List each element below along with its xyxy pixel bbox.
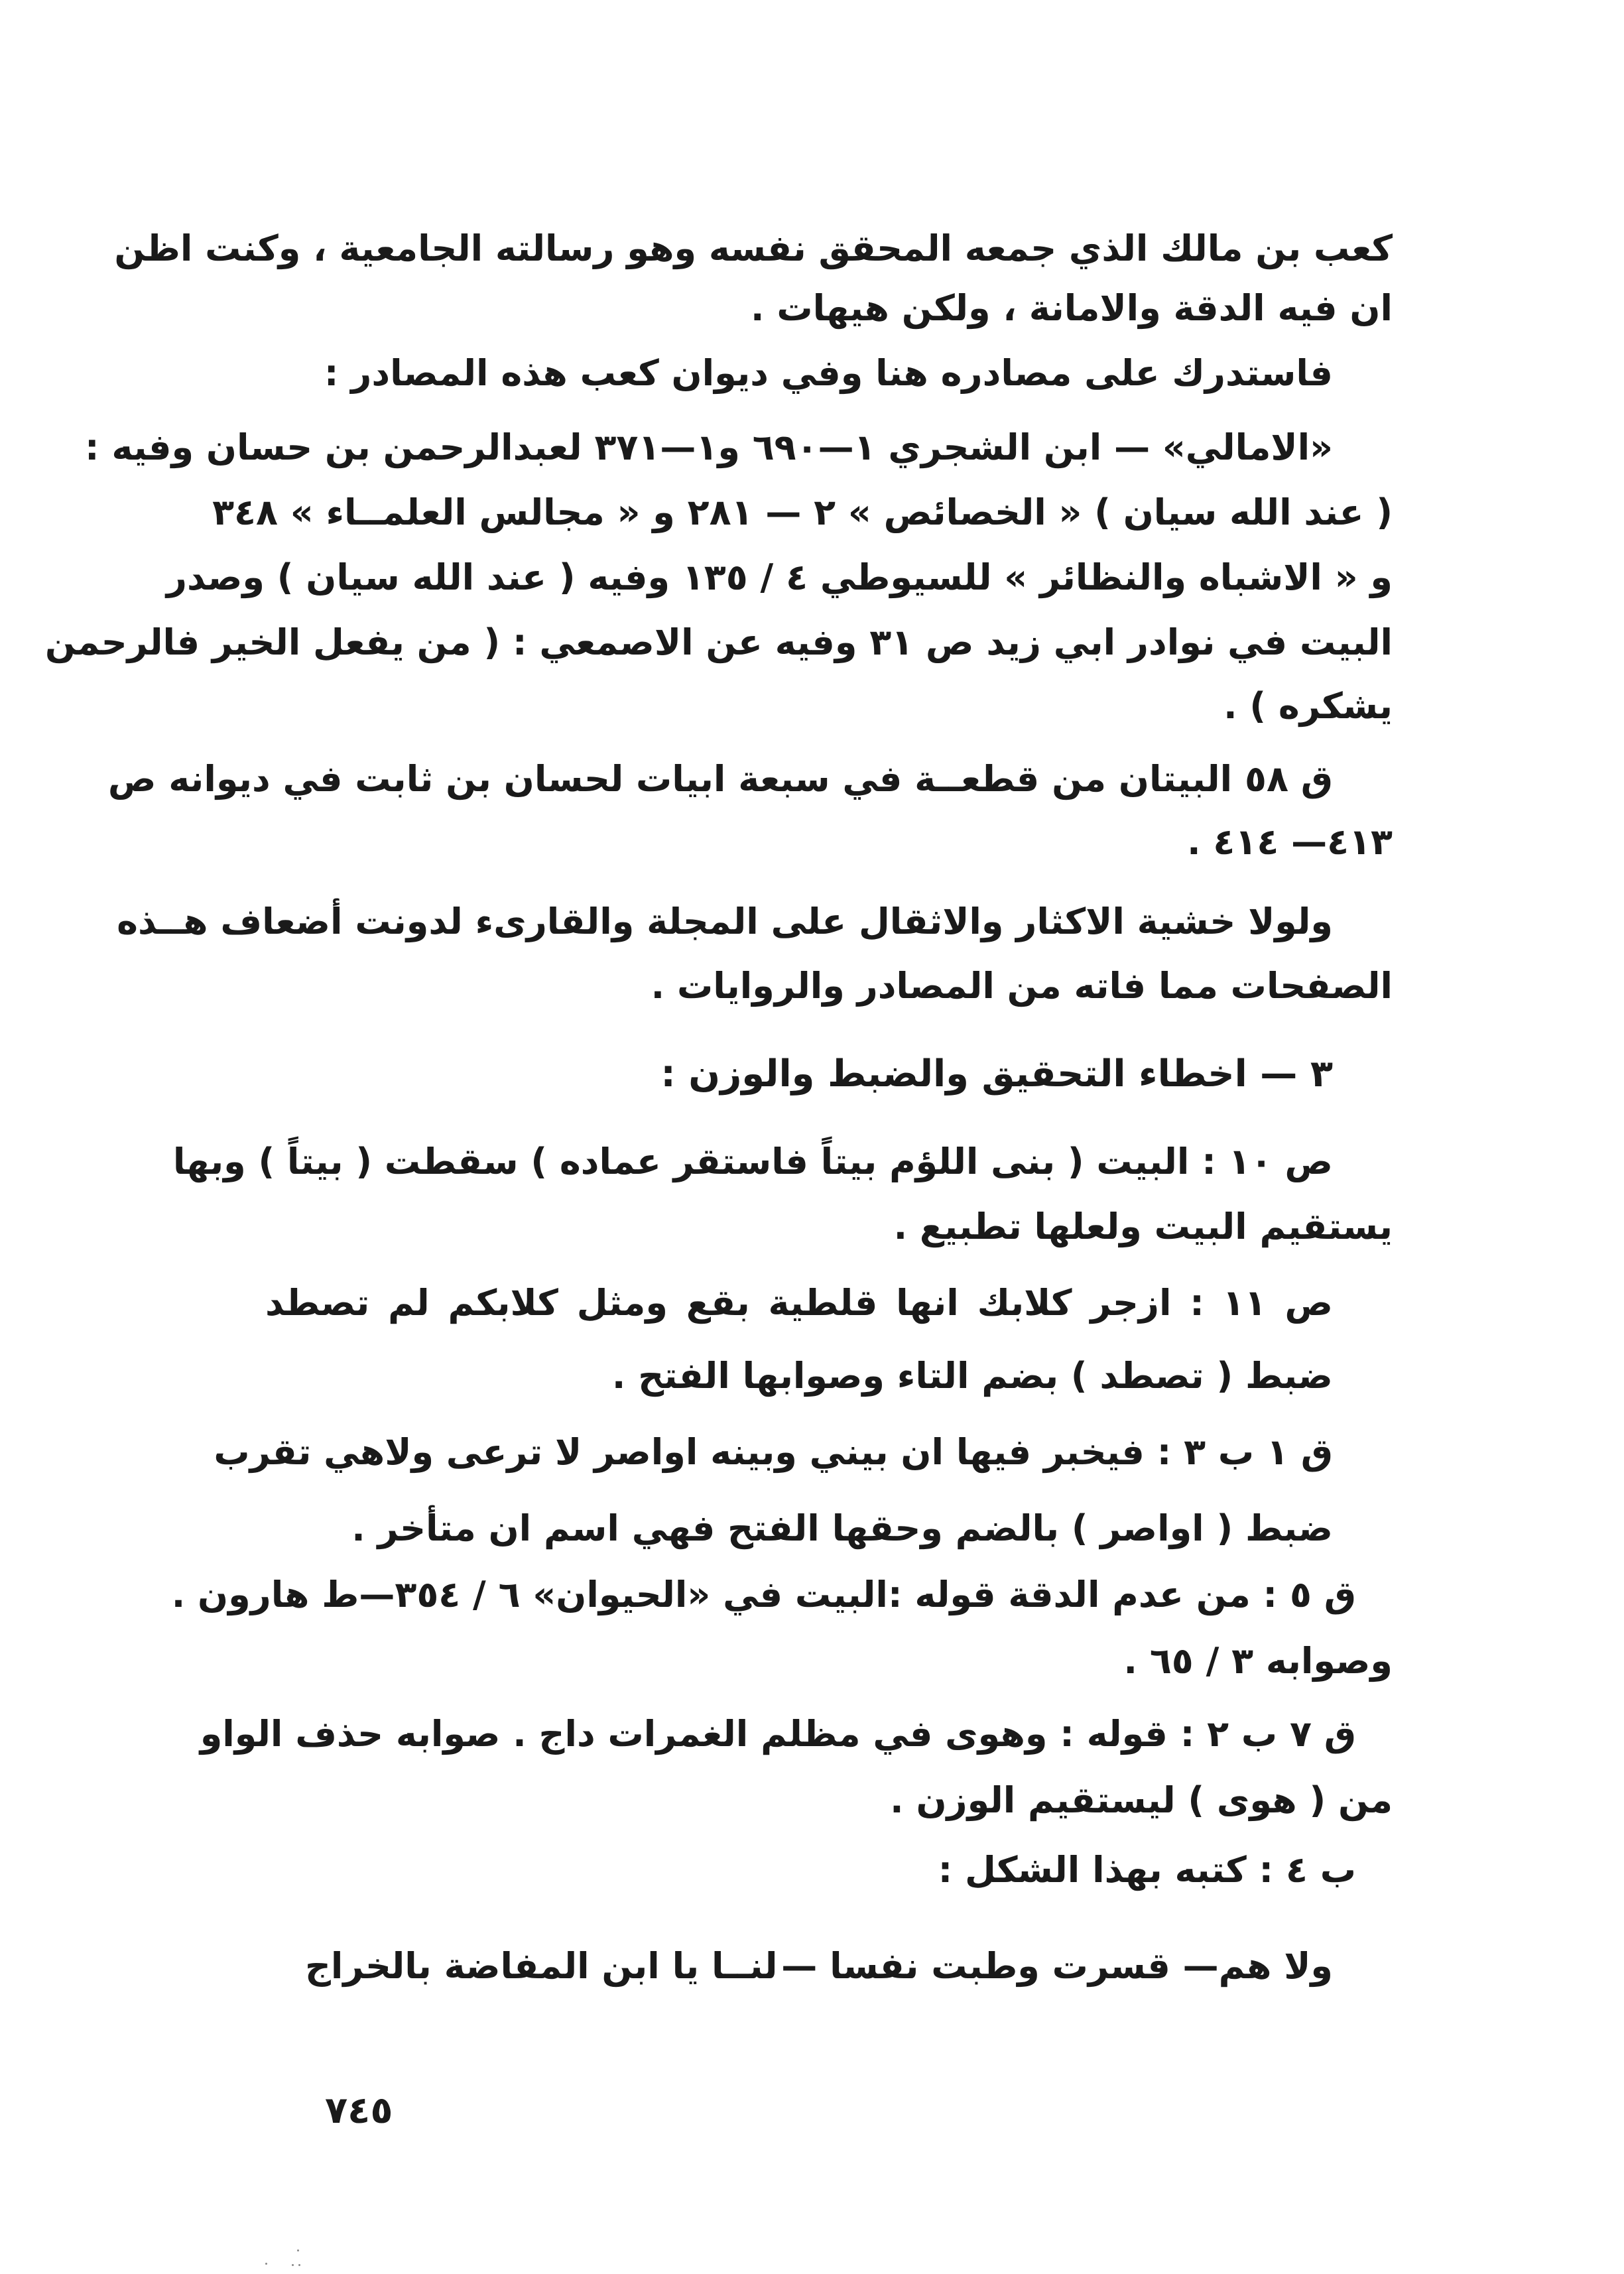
text-line-p5-1: ولولا خشية الاكثار والاثقال على المجلة والقارىء لدونت أضعاف هــذه [117, 901, 1333, 942]
text-line-p10-1: ق ٧ ب ٢ : قوله : وهوى في مظلم الغمرات داج . صوابه حذف الواو [200, 1713, 1356, 1755]
text-line-p5-2: الصفحات مما فاته من المصادر والروايات . [651, 965, 1393, 1007]
verse-second-hemistich: لنــا يا ابن المفاضة بالخراج [305, 1945, 778, 1987]
text-line-p1-2: ان فيه الدقة والامانة ، ولكن هيهات . [751, 287, 1393, 329]
text-line-p9-2: وصوابه ٣ / ٦٥ . [1123, 1640, 1393, 1682]
text-line-p3-1: «الامالي» — ابن الشجري ١—٦٩٠ و١—٣٧١ لعبدالرحمن بن حسان وفيه : [84, 426, 1333, 468]
page-number: ٧٤٥ [325, 2089, 393, 2132]
text-line-p9-1: ق ٥ : من عدم الدقة قوله :البيت في «الحيوان» ٦ / ٣٥٤—ط هارون . [171, 1574, 1356, 1615]
text-line-p1-1: كعب بن مالك الذي جمعه المحقق نفسه وهو رسالته الجامعية ، وكنت اظن [114, 227, 1393, 269]
verse-first-hemistich: ولا هم— قسرت وطبت نفسا — [781, 1945, 1333, 1987]
text-line-p3-5: يشكره ) . [1223, 685, 1393, 727]
text-line-p4-2: ٤١٣— ٤١٤ . [1187, 821, 1393, 863]
text-line-p6-2: يستقيم البيت ولعلها تطبيع . [893, 1206, 1393, 1247]
text-line-p7-2: ضبط ( تصطد ) بضم التاء وصوابها الفتح . [611, 1355, 1333, 1397]
text-line-p8-2: ضبط ( اواصر ) بالضم وحقها الفتح فهي اسم ان متأخر . [351, 1507, 1333, 1549]
text-line-p3-2: ( عند الله سيان ) « الخصائص » ٢ — ٢٨١ و « مجالس العلمــاء » ٣٤٨ [212, 491, 1393, 533]
text-line-p11-1: ب ٤ : كتبه بهذا الشكل : [938, 1849, 1356, 1891]
poetry-verse [265, 1936, 1393, 1996]
scan-specks-decoration [252, 2248, 305, 2268]
section-heading: ٣ — اخطاء التحقيق والضبط والوزن : [660, 1052, 1333, 1096]
text-line-p6-1: ص ١٠ : البيت ( بنى اللؤم بيتاً فاستقر عماده ) سقطت ( بيتاً ) وبها [172, 1141, 1333, 1182]
text-line-p3-4: البيت في نوادر ابي زيد ص ٣١ وفيه عن الاصمعي : ( من يفعل الخير فالرحمن [44, 621, 1393, 663]
text-line-p3-3: و « الاشباه والنظائر » للسيوطي ٤ / ١٣٥ وفيه ( عند الله سيان ) وصدر [166, 556, 1393, 598]
text-line-p4-1: ق ٥٨ البيتان من قطعــة في سبعة ابيات لحسان بن ثابت في ديوانه ص [107, 758, 1333, 800]
text-line-p10-2: من ( هوى ) ليستقيم الوزن . [890, 1779, 1393, 1821]
text-line-p2-1: فاستدرك على مصادره هنا وفي ديوان كعب هذه المصادر : [324, 352, 1333, 394]
text-line-p7-1: ص ١١ : ازجر كلابك انها قلطية بقع ومثل كلابكم لم تصطد [265, 1282, 1333, 1324]
text-line-p8-1: ق ١ ب ٣ : فيخبر فيها ان بيني وبينه اواصر لا ترعى ولاهي تقرب [214, 1431, 1333, 1473]
